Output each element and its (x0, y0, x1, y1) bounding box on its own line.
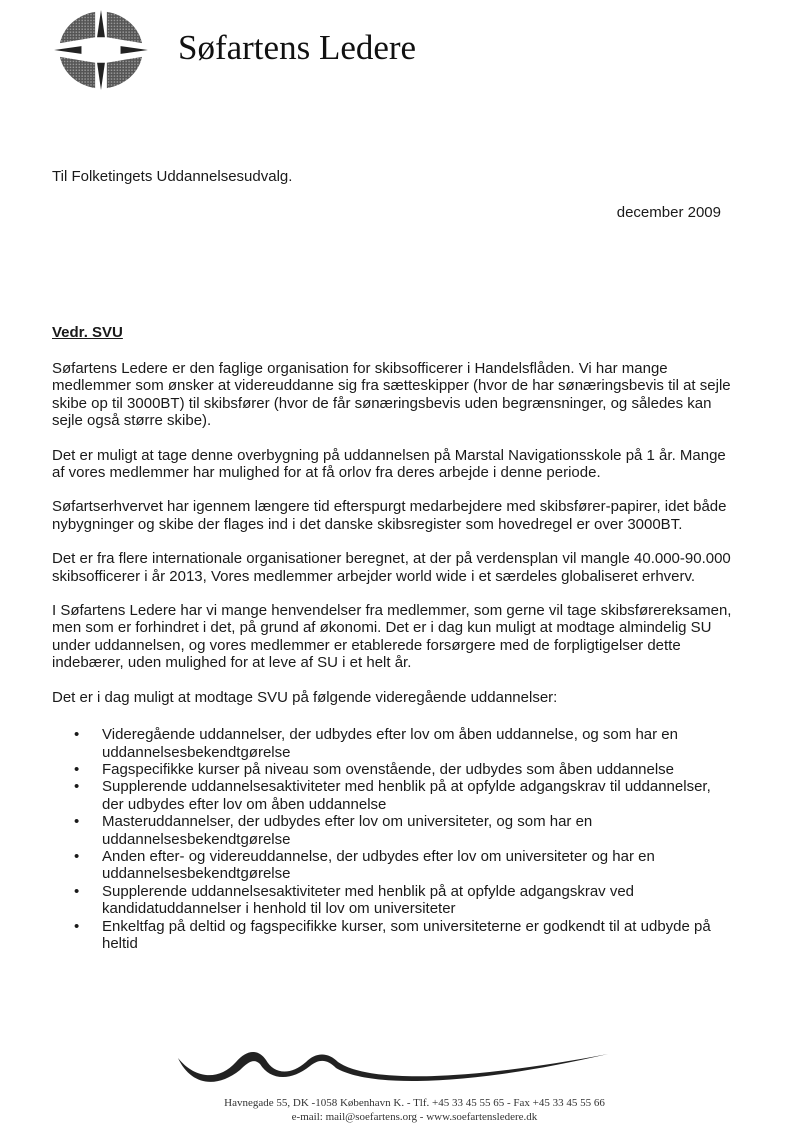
footer-address (0, 1096, 789, 1124)
svu-education-list (52, 726, 732, 952)
list-item-text: Anden efter- og videreuddannelse, der udbydes efter lov om universiteter og har en uddannelsesbekendtgørelse (102, 847, 655, 883)
contact-line: e-mail: mail@soefartens.org - www.soefartensledere.dk (291, 1111, 538, 1123)
list-item-text: Videregående uddannelser, der udbydes efter lov om åben uddannelse, og som har en uddannelsesbekendtgørelse (102, 726, 678, 761)
list-item (52, 918, 732, 953)
list-item (52, 883, 732, 918)
paragraph: Det er muligt at tage denne overbygning på uddannelsen på Marstal Navigationsskole på 1 år. Mange af vores medlemmer har mulighed for at få orlov fra deres arbejde i denne periode. (52, 446, 726, 482)
list-item (52, 813, 732, 848)
list-item-text: Fagspecifikke kurser på niveau som ovenstående, der udbydes som åben uddannelse (102, 760, 675, 778)
list-item-text: Enkeltfag på deltid og fagspecifikke kurser, som universiteterne er godkendt til at udbyde på heltid (102, 917, 711, 952)
paragraph: Søfartens Ledere er den faglige organisation for skibsofficerer i Handelsflåden. Vi har mange medlemmer som ønsker at videreuddanne sig fra sætteskipper (hvor de har sønæringsbevis til at sejle skibe op til 3000BT) til skibsfører (hvor de får sønæringsbevis uden begrænsninger, og således kan sejle også større skibe). (52, 360, 731, 430)
letter-body (52, 360, 732, 952)
bullet: • (74, 760, 80, 778)
bullet: • (74, 813, 80, 831)
letter-subject: Vedr. SVU (52, 324, 123, 341)
paragraph: Søfartserhvervet har igennem længere tid efterspurgt medarbejdere med skibsfører-papirer, idet både nybygninger og skibe der flages ind i det danske skibsregister som hovedregel er over 3000BT. (52, 498, 727, 533)
org-name: Søfartens Ledere (178, 28, 417, 67)
recipient-line: Til Folketingets Uddannelsesudvalg. (52, 168, 293, 185)
bullet: • (74, 882, 80, 900)
bullet: • (74, 917, 80, 935)
compass-rose-logo-icon (52, 8, 150, 92)
letter-date: december 2009 (616, 204, 721, 221)
list-item (52, 761, 732, 778)
paragraph: Det er fra flere internationale organisationer beregnet, at der på verdensplan vil mangle 40.000-90.000 skibsofficerer i år 2013, Vores medlemmer arbejder world wide i et særdeles globaliseret erhverv. (52, 550, 731, 585)
bullet: • (74, 778, 80, 796)
paragraph: I Søfartens Ledere har vi mange henvendelser fra medlemmer, som gerne vil tage skibsførereksamen, men som er forhindret i det, på grund af økonomi. Det er i dag kun muligt at modtage almindelig SU under uddannelsen, og vores medlemmer er etablerede forsørgere med de forpligtigelser dette indebærer, uden mulighed for at leve af SU i et helt år. (52, 602, 732, 672)
bullet: • (74, 847, 80, 865)
paragraph: Det er i dag muligt at modtage SVU på følgende videregående uddannelser: (52, 688, 558, 706)
bullet: • (74, 726, 80, 744)
wave-swoosh-icon (170, 1044, 610, 1094)
list-item (52, 848, 732, 883)
list-item-text: Masteruddannelser, der udbydes efter lov om universiteter, og som har en uddannelsesbekendtgørelse (102, 813, 593, 848)
address-line: Havnegade 55, DK -1058 København K. - Tlf. +45 33 45 55 65 - Fax +45 33 45 55 66 (224, 1097, 605, 1109)
list-item-text: Supplerende uddannelsesaktiviteter med henblik på at opfylde adgangskrav til uddannelser, der udbydes efter lov om åben uddannelse (102, 778, 711, 813)
list-item (52, 726, 732, 761)
list-item-text: Supplerende uddannelsesaktiviteter med henblik på at opfylde adgangskrav ved kandidatuddannelser i henhold til lov om universiteter (102, 882, 635, 918)
list-item (52, 778, 732, 813)
